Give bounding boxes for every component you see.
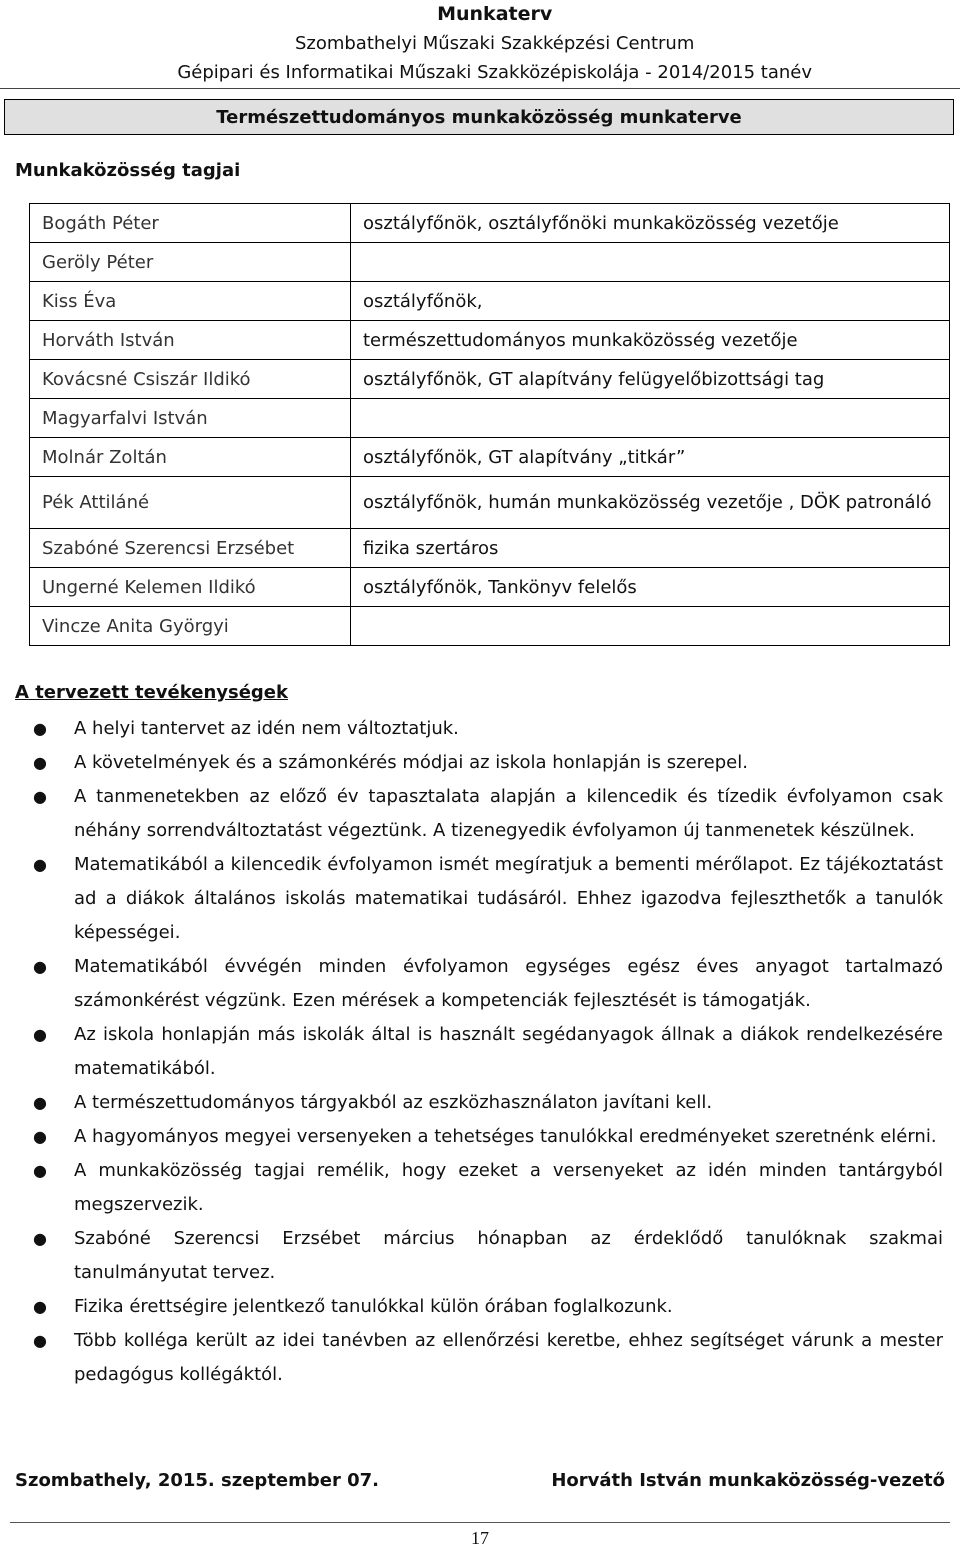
member-role bbox=[351, 243, 950, 282]
member-role: osztályfőnök, bbox=[351, 282, 950, 321]
member-role: osztályfőnök, Tankönyv felelős bbox=[351, 568, 950, 607]
member-role: fizika szertáros bbox=[351, 529, 950, 568]
activity-text: Fizika érettségire jelentkező tanulókkal külön órában foglalkozunk. bbox=[74, 1296, 673, 1317]
bullet-icon: ● bbox=[33, 855, 47, 874]
activity-item bbox=[33, 746, 943, 780]
activity-text: A hagyományos megyei versenyeken a tehetséges tanulókkal eredményeket szeretnénk elérni. bbox=[74, 1126, 937, 1147]
member-row bbox=[30, 282, 950, 321]
bullet-icon: ● bbox=[33, 957, 47, 976]
activity-text: A helyi tantervet az idén nem változtatjuk. bbox=[74, 718, 459, 739]
header-institution: Szombathelyi Műszaki Szakképzési Centrum bbox=[294, 33, 695, 54]
member-role: osztályfőnök, osztályfőnöki munkaközösség vezetője bbox=[351, 204, 950, 243]
member-name: Bogáth Péter bbox=[30, 204, 351, 243]
member-role bbox=[351, 399, 950, 438]
member-name: Magyarfalvi István bbox=[30, 399, 351, 438]
bullet-icon: ● bbox=[33, 1297, 47, 1316]
member-row bbox=[30, 321, 950, 360]
activity-text: A természettudományos tárgyakból az eszközhasználaton javítani kell. bbox=[74, 1092, 713, 1113]
bullet-icon: ● bbox=[33, 719, 47, 738]
member-row bbox=[30, 360, 950, 399]
member-role: osztályfőnök, GT alapítvány felügyelőbizottsági tag bbox=[351, 360, 950, 399]
member-role: természettudományos munkaközösség vezetője bbox=[351, 321, 950, 360]
member-row bbox=[30, 243, 950, 282]
activity-item bbox=[33, 1290, 943, 1324]
bullet-icon: ● bbox=[33, 787, 47, 806]
member-name: Kovácsné Csiszár Ildikó bbox=[30, 360, 351, 399]
footer-divider bbox=[10, 1522, 950, 1523]
bullet-icon: ● bbox=[33, 753, 47, 772]
activity-text: A követelmények és a számonkérés módjai az iskola honlapján is szerepel. bbox=[74, 752, 748, 773]
activity-item bbox=[33, 950, 943, 1018]
members-table bbox=[29, 203, 950, 646]
member-name: Ungerné Kelemen Ildikó bbox=[30, 568, 351, 607]
activity-item bbox=[33, 1086, 943, 1120]
page-number: 17 bbox=[471, 1528, 489, 1548]
activity-item bbox=[33, 848, 943, 950]
member-row bbox=[30, 204, 950, 243]
member-role: osztályfőnök, GT alapítvány „titkár” bbox=[351, 438, 950, 477]
activity-text: Szabóné Szerencsi Erzsébet március hónapban az érdeklődő tanulóknak szakmai tanulmányutat tervez. bbox=[74, 1228, 943, 1283]
members-heading: Munkaközösség tagjai bbox=[15, 160, 241, 181]
activity-text: A tanmenetekben az előző év tapasztalata alapján a kilencedik és tízedik évfolyamon csak néhány sorrendváltoztatást végeztünk. A tizenegyedik évfolyamon új tanmenetek készülnek. bbox=[74, 786, 943, 841]
activity-item bbox=[33, 1018, 943, 1086]
member-role bbox=[351, 607, 950, 646]
member-row bbox=[30, 399, 950, 438]
activity-item bbox=[33, 1222, 943, 1290]
member-name: Szabóné Szerencsi Erzsébet bbox=[30, 529, 351, 568]
activity-text: A munkaközösség tagjai remélik, hogy ezeket a versenyeket az idén minden tantárgyból megszervezik. bbox=[74, 1160, 943, 1215]
member-name: Geröly Péter bbox=[30, 243, 351, 282]
footer-signature: Horváth István munkaközösség-vezető bbox=[551, 1470, 945, 1491]
footer-place-date: Szombathely, 2015. szeptember 07. bbox=[15, 1470, 380, 1491]
document-title: Természettudományos munkaközösség munkaterve bbox=[4, 99, 954, 135]
member-row bbox=[30, 568, 950, 607]
document-header bbox=[177, 0, 812, 87]
member-name: Molnár Zoltán bbox=[30, 438, 351, 477]
activities-heading: A tervezett tevékenységek bbox=[15, 682, 288, 703]
member-row bbox=[30, 477, 950, 529]
bullet-icon: ● bbox=[33, 1161, 47, 1180]
activity-text: Matematikából a kilencedik évfolyamon ismét megíratjuk a bementi mérőlapot. Ez tájékoztatást ad a diákok általános iskolás matematikai tudásáról. Ehhez igazodva fejleszthetők a tanulók képességei. bbox=[74, 854, 943, 943]
bullet-icon: ● bbox=[33, 1127, 47, 1146]
bullet-icon: ● bbox=[33, 1331, 47, 1350]
member-row bbox=[30, 438, 950, 477]
header-divider bbox=[0, 88, 960, 89]
activity-item bbox=[33, 1120, 943, 1154]
activity-item bbox=[33, 712, 943, 746]
activity-item bbox=[33, 780, 943, 848]
activity-text: Több kollégа került az idei tanévben az ellenőrzési keretbe, ehhez segítséget várunk a mester pedagógus kollégáktól. bbox=[74, 1330, 943, 1385]
bullet-icon: ● bbox=[33, 1025, 47, 1044]
header-title: Munkaterv bbox=[437, 3, 553, 25]
activity-text: Matematikából évvégén minden évfolyamon egységes egész éves anyagot tartalmazó számonkérést végzünk. Ezen mérések a kompetenciák fejlesztését is támogatják. bbox=[74, 956, 943, 1011]
member-row bbox=[30, 607, 950, 646]
member-name: Kiss Éva bbox=[30, 282, 351, 321]
bullet-icon: ● bbox=[33, 1093, 47, 1112]
member-name: Horváth István bbox=[30, 321, 351, 360]
activities-list bbox=[33, 712, 943, 1392]
activity-text: Az iskola honlapján más iskolák által is használt segédanyagok állnak a diákok rendelkezésére matematikából. bbox=[74, 1024, 943, 1079]
member-role: osztályfőnök, humán munkaközösség vezetője , DÖK patronáló bbox=[351, 477, 950, 529]
member-name: Vincze Anita Györgyi bbox=[30, 607, 351, 646]
member-name: Pék Attiláné bbox=[30, 477, 351, 529]
bullet-icon: ● bbox=[33, 1229, 47, 1248]
activity-item bbox=[33, 1154, 943, 1222]
activity-item bbox=[33, 1324, 943, 1392]
header-school-year: Gépipari és Informatikai Műszaki Szakközépiskolája - 2014/2015 tanév bbox=[177, 62, 812, 83]
member-row bbox=[30, 529, 950, 568]
